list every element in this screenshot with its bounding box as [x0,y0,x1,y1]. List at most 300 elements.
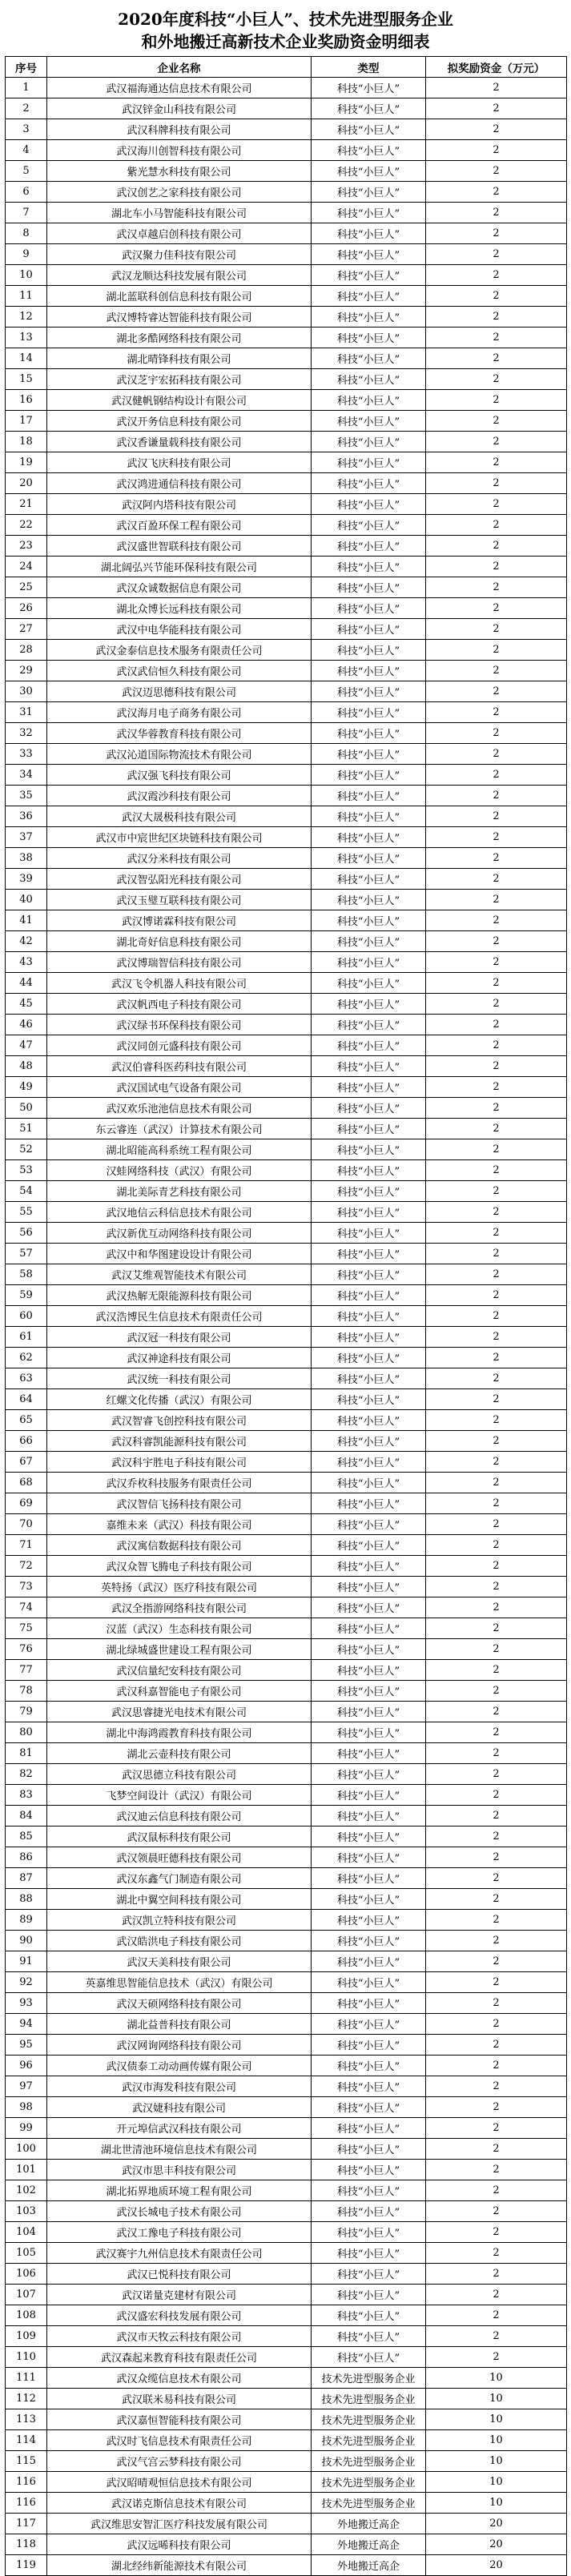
cell-type: 科技“小巨人” [312,1368,426,1389]
table-row [6,1368,567,1389]
cell-type: 科技“小巨人” [312,1160,426,1181]
cell-company: 武汉金泰信息技术服务有限责任公司 [47,640,312,661]
cell-index: 65 [6,1410,47,1431]
table-row [6,1556,567,1577]
table-row [6,161,567,182]
table-row [6,1868,567,1889]
cell-type: 科技“小巨人” [312,1473,426,1493]
cell-index: 40 [6,890,47,910]
cell-type: 科技“小巨人” [312,1389,426,1410]
cell-amount: 2 [426,848,567,869]
cell-amount: 2 [426,1597,567,1618]
cell-amount: 2 [426,1348,567,1368]
cell-index: 56 [6,1223,47,1244]
cell-amount: 2 [426,619,567,640]
cell-company: 武汉寓信数据科技有限公司 [47,1535,312,1556]
cell-company: 武汉气宫云梦科技有限公司 [47,2451,312,2472]
cell-amount: 2 [426,1889,567,1910]
cell-index: 10 [6,265,47,286]
cell-index: 81 [6,1743,47,1764]
cell-company: 武汉绿书环保科技有限公司 [47,1015,312,1035]
cell-company: 武汉福海通达信息技术有限公司 [47,78,312,98]
cell-company: 武汉维思安智汇医疗科技发展有限公司 [47,2514,312,2534]
cell-type: 科技“小巨人” [312,2097,426,2118]
cell-amount: 2 [426,557,567,577]
cell-index: 20 [6,473,47,494]
cell-company: 英嘉维思智能信息技术（武汉）有限公司 [47,1972,312,1993]
cell-index: 100 [6,2139,47,2160]
cell-index: 62 [6,1348,47,1368]
cell-company: 嘉维未来（武汉）科技有限公司 [47,1514,312,1535]
table-row [6,577,567,598]
cell-index: 49 [6,1077,47,1098]
cell-index: 34 [6,765,47,786]
table-row [6,1806,567,1827]
table-row [6,2264,567,2285]
table-row [6,1639,567,1660]
cell-index: 102 [6,2180,47,2201]
cell-type: 科技“小巨人” [312,744,426,765]
cell-index: 112 [6,2389,47,2409]
cell-index: 87 [6,1868,47,1889]
table-row [6,1035,567,1056]
cell-amount: 2 [426,348,567,369]
cell-amount: 2 [426,494,567,515]
cell-amount: 10 [426,2493,567,2514]
cell-type: 科技“小巨人” [312,1764,426,1785]
cell-company: 湖北车小马智能科技有限公司 [47,203,312,223]
cell-company: 武汉思德立科技有限公司 [47,1764,312,1785]
table-row [6,2139,567,2160]
cell-index: 4 [6,140,47,161]
cell-index: 92 [6,1972,47,1993]
cell-amount: 2 [426,1827,567,1847]
cell-company: 武汉飞令机器人科技有限公司 [47,973,312,994]
cell-index: 105 [6,2243,47,2264]
cell-index: 47 [6,1035,47,1056]
cell-type: 科技“小巨人” [312,2243,426,2264]
cell-type: 科技“小巨人” [312,1327,426,1348]
cell-company: 武汉思睿捷光电技术有限公司 [47,1702,312,1722]
table-row [6,848,567,869]
cell-amount: 2 [426,1431,567,1452]
table-row [6,1410,567,1431]
cell-index: 24 [6,557,47,577]
cell-amount: 2 [426,2222,567,2243]
cell-company: 武汉科嘉智能电子有限公司 [47,1681,312,1702]
table-row [6,2347,567,2368]
table-row [6,952,567,973]
cell-company: 湖北晴锋科技有限公司 [47,348,312,369]
cell-index: 101 [6,2160,47,2180]
table-row [6,1389,567,1410]
cell-type: 科技“小巨人” [312,1931,426,1951]
cell-amount: 2 [426,1244,567,1264]
cell-index: 48 [6,1056,47,1077]
cell-amount: 2 [426,1951,567,1972]
cell-amount: 2 [426,515,567,536]
cell-amount: 2 [426,328,567,348]
cell-company: 武汉远晞科技有限公司 [47,2534,312,2555]
table-row [6,2409,567,2430]
cell-type: 外地搬迁高企 [312,2534,426,2555]
table-row [6,1264,567,1285]
cell-index: 89 [6,1910,47,1931]
table-row [6,2555,567,2576]
cell-company: 武汉众诚数据信息有限公司 [47,577,312,598]
cell-company: 武汉神途科技有限公司 [47,1348,312,1368]
cell-type: 科技“小巨人” [312,661,426,681]
cell-company: 武汉债泰工动动画传媒有限公司 [47,2056,312,2076]
cell-type: 科技“小巨人” [312,1847,426,1868]
table-row [6,1139,567,1160]
cell-amount: 10 [426,2389,567,2409]
cell-type: 科技“小巨人” [312,619,426,640]
cell-type: 科技“小巨人” [312,848,426,869]
cell-index: 71 [6,1535,47,1556]
cell-index: 68 [6,1473,47,1493]
cell-company: 武汉嘉恒智能科技有限公司 [47,2409,312,2430]
cell-amount: 2 [426,1056,567,1077]
cell-type: 科技“小巨人” [312,2201,426,2222]
cell-index: 103 [6,2201,47,2222]
table-row [6,244,567,265]
cell-amount: 2 [426,1618,567,1639]
cell-amount: 20 [426,2514,567,2534]
table-row [6,2368,567,2389]
cell-type: 科技“小巨人” [312,244,426,265]
cell-index: 15 [6,369,47,390]
table-row [6,557,567,577]
cell-type: 科技“小巨人” [312,1056,426,1077]
cell-company: 武汉地信云科信息技术有限公司 [47,1202,312,1223]
cell-index: 114 [6,2430,47,2451]
cell-type: 科技“小巨人” [312,494,426,515]
cell-index: 45 [6,994,47,1015]
table-row [6,806,567,827]
cell-company: 武汉创艺之家科技有限公司 [47,182,312,203]
cell-company: 湖北绿城盛世建设工程有限公司 [47,1639,312,1660]
table-row [6,369,567,390]
cell-amount: 2 [426,1285,567,1306]
table-row [6,2326,567,2347]
cell-type: 科技“小巨人” [312,2326,426,2347]
cell-company: 武汉乔枚科技服务有限责任公司 [47,1473,312,1493]
cell-amount: 2 [426,1160,567,1181]
table-row [6,1431,567,1452]
cell-amount: 2 [426,286,567,307]
cell-company: 武汉信量纪安科技有限公司 [47,1660,312,1681]
cell-type: 科技“小巨人” [312,390,426,411]
cell-index: 17 [6,411,47,432]
cell-type: 科技“小巨人” [312,1618,426,1639]
cell-company: 武汉帆西电子科技有限公司 [47,994,312,1015]
cell-company: 武汉全指游网络科技有限公司 [47,1597,312,1618]
table-row [6,1931,567,1951]
cell-index: 94 [6,2014,47,2035]
cell-index: 75 [6,1618,47,1639]
cell-amount: 2 [426,1910,567,1931]
cell-company: 武汉皓洪电子科技有限公司 [47,1931,312,1951]
cell-amount: 2 [426,390,567,411]
cell-type: 科技“小巨人” [312,973,426,994]
table-row [6,1951,567,1972]
cell-company: 湖北昭能高科系统工程有限公司 [47,1139,312,1160]
cell-type: 外地搬迁高企 [312,2555,426,2576]
cell-type: 科技“小巨人” [312,473,426,494]
cell-type: 科技“小巨人” [312,1223,426,1244]
table-row [6,515,567,536]
cell-type: 科技“小巨人” [312,1410,426,1431]
cell-amount: 2 [426,2201,567,2222]
cell-type: 科技“小巨人” [312,2285,426,2305]
cell-company: 武汉森起来教育科技有限责任公司 [47,2347,312,2368]
cell-type: 科技“小巨人” [312,827,426,848]
table-row [6,1535,567,1556]
cell-amount: 2 [426,1264,567,1285]
table-row [6,2514,567,2534]
cell-company: 武汉同创元盛科技有限公司 [47,1035,312,1056]
cell-company: 武汉卓越启创科技有限公司 [47,223,312,244]
cell-type: 科技“小巨人” [312,98,426,119]
cell-amount: 2 [426,744,567,765]
table-row [6,890,567,910]
cell-company: 湖北奇好信息科技有限公司 [47,931,312,952]
cell-company: 武汉伯睿科医药科技有限公司 [47,1056,312,1077]
cell-index: 76 [6,1639,47,1660]
cell-amount: 2 [426,2076,567,2097]
table-row [6,1889,567,1910]
cell-amount: 2 [426,1098,567,1119]
cell-company: 武汉开务信息科技有限公司 [47,411,312,432]
cell-type: 科技“小巨人” [312,1431,426,1452]
cell-type: 科技“小巨人” [312,1951,426,1972]
cell-company: 武汉香谦量载科技有限公司 [47,432,312,452]
table-row [6,598,567,619]
cell-type: 科技“小巨人” [312,2180,426,2201]
cell-type: 科技“小巨人” [312,1244,426,1264]
cell-type: 科技“小巨人” [312,1264,426,1285]
cell-amount: 2 [426,2326,567,2347]
table-row [6,140,567,161]
cell-amount: 2 [426,2347,567,2368]
table-row [6,744,567,765]
cell-type: 科技“小巨人” [312,806,426,827]
table-row [6,786,567,806]
cell-index: 12 [6,307,47,328]
cell-index: 31 [6,702,47,723]
cell-index: 116 [6,2472,47,2493]
cell-amount: 2 [426,78,567,98]
cell-type: 科技“小巨人” [312,1660,426,1681]
cell-type: 技术先进型服务企业 [312,2493,426,2514]
cell-type: 科技“小巨人” [312,1681,426,1702]
cell-index: 113 [6,2409,47,2430]
cell-type: 科技“小巨人” [312,681,426,702]
table-row [6,1577,567,1597]
column-header-amount: 拟奖励资金（万元） [426,57,567,78]
cell-type: 科技“小巨人” [312,1348,426,1368]
cell-index: 43 [6,952,47,973]
cell-type: 科技“小巨人” [312,286,426,307]
cell-amount: 2 [426,203,567,223]
cell-amount: 2 [426,161,567,182]
cell-index: 35 [6,786,47,806]
table-row [6,494,567,515]
cell-index: 66 [6,1431,47,1452]
cell-type: 科技“小巨人” [312,1993,426,2014]
table-row [6,348,567,369]
cell-index: 21 [6,494,47,515]
cell-type: 科技“小巨人” [312,1722,426,1743]
cell-type: 科技“小巨人” [312,1702,426,1722]
cell-index: 28 [6,640,47,661]
cell-amount: 2 [426,598,567,619]
cell-type: 技术先进型服务企业 [312,2389,426,2409]
cell-index: 58 [6,1264,47,1285]
cell-index: 19 [6,452,47,473]
cell-company: 武汉国试电气设备有限公司 [47,1077,312,1098]
cell-amount: 20 [426,2555,567,2576]
cell-index: 82 [6,1764,47,1785]
table-row [6,1077,567,1098]
cell-company: 湖北众博长远科技有限公司 [47,598,312,619]
cell-company: 武汉市天牧云科技有限公司 [47,2326,312,2347]
cell-index: 53 [6,1160,47,1181]
cell-company: 武汉阿内塔科技有限公司 [47,494,312,515]
cell-amount: 2 [426,2285,567,2305]
cell-type: 科技“小巨人” [312,723,426,744]
cell-amount: 2 [426,1119,567,1139]
cell-index: 74 [6,1597,47,1618]
cell-index: 9 [6,244,47,265]
cell-index: 98 [6,2097,47,2118]
cell-type: 科技“小巨人” [312,161,426,182]
table-row [6,1473,567,1493]
cell-company: 湖北经纬新能源技术有限公司 [47,2555,312,2576]
table-row [6,681,567,702]
cell-index: 3 [6,119,47,140]
cell-type: 科技“小巨人” [312,931,426,952]
table-row [6,1681,567,1702]
cell-amount: 2 [426,1847,567,1868]
column-header-index: 序号 [6,57,47,78]
cell-company: 武汉聚力佳科技有限公司 [47,244,312,265]
cell-amount: 2 [426,2180,567,2201]
cell-index: 86 [6,1847,47,1868]
cell-type: 科技“小巨人” [312,786,426,806]
cell-index: 59 [6,1285,47,1306]
cell-amount: 2 [426,1702,567,1722]
table-row [6,203,567,223]
table-row [6,1618,567,1639]
cell-company: 武汉众智飞腾电子科技有限公司 [47,1556,312,1577]
cell-type: 科技“小巨人” [312,1452,426,1473]
cell-amount: 2 [426,1681,567,1702]
table-row [6,2014,567,2035]
cell-type: 科技“小巨人” [312,1098,426,1119]
cell-type: 科技“小巨人” [312,869,426,890]
cell-type: 科技“小巨人” [312,411,426,432]
cell-type: 科技“小巨人” [312,557,426,577]
cell-index: 108 [6,2305,47,2326]
cell-company: 汉蓝（武汉）生态科技有限公司 [47,1618,312,1639]
cell-type: 外地搬迁高企 [312,2514,426,2534]
cell-amount: 2 [426,140,567,161]
cell-type: 科技“小巨人” [312,369,426,390]
cell-index: 32 [6,723,47,744]
cell-amount: 2 [426,1223,567,1244]
cell-amount: 2 [426,1993,567,2014]
cell-type: 科技“小巨人” [312,2347,426,2368]
table-row [6,2305,567,2326]
cell-company: 武汉诺克斯信息技术有限公司 [47,2493,312,2514]
cell-company: 武汉百盈环保工程有限公司 [47,515,312,536]
cell-amount: 2 [426,1077,567,1098]
cell-index: 110 [6,2347,47,2368]
cell-company: 武汉欢乐池池信息技术有限公司 [47,1098,312,1119]
cell-company: 湖北阔弘兴节能环保科技有限公司 [47,557,312,577]
cell-amount: 2 [426,1785,567,1806]
cell-amount: 2 [426,1368,567,1389]
cell-company: 武汉工豫电子科技有限公司 [47,2222,312,2243]
table-row [6,1098,567,1119]
cell-amount: 2 [426,806,567,827]
cell-amount: 2 [426,723,567,744]
table-row [6,827,567,848]
cell-company: 武汉迈思德科技有限公司 [47,681,312,702]
cell-index: 14 [6,348,47,369]
table-row [6,98,567,119]
cell-company: 武汉智弘阳光科技有限公司 [47,869,312,890]
cell-company: 紫光慧水科技有限公司 [47,161,312,182]
cell-index: 8 [6,223,47,244]
table-header-row [6,57,567,78]
cell-index: 106 [6,2264,47,2285]
cell-index: 26 [6,598,47,619]
cell-company: 武汉芝宇宏拓科技有限公司 [47,369,312,390]
cell-type: 科技“小巨人” [312,2222,426,2243]
cell-type: 科技“小巨人” [312,223,426,244]
column-header-type: 类型 [312,57,426,78]
table-row [6,765,567,786]
cell-index: 67 [6,1452,47,1473]
cell-company: 武汉沁道国际物流技术有限公司 [47,744,312,765]
cell-company: 武汉华蓉教育科技有限公司 [47,723,312,744]
cell-amount: 10 [426,2368,567,2389]
table-row [6,1285,567,1306]
cell-type: 技术先进型服务企业 [312,2472,426,2493]
cell-type: 科技“小巨人” [312,2056,426,2076]
cell-type: 科技“小巨人” [312,140,426,161]
cell-company: 武汉统一科技有限公司 [47,1368,312,1389]
cell-index: 25 [6,577,47,598]
cell-type: 科技“小巨人” [312,182,426,203]
cell-amount: 2 [426,1452,567,1473]
table-row [6,661,567,681]
cell-company: 东云睿连（武汉）计算技术有限公司 [47,1119,312,1139]
cell-index: 61 [6,1327,47,1348]
cell-company: 武汉时飞信息技术有限责任公司 [47,2430,312,2451]
cell-company: 武汉博诺霖科技有限公司 [47,910,312,931]
table-row [6,286,567,307]
table-row [6,1910,567,1931]
cell-type: 科技“小巨人” [312,2076,426,2097]
cell-index: 54 [6,1181,47,1202]
cell-company: 武汉智睿飞创控科技有限公司 [47,1410,312,1431]
cell-index: 96 [6,2056,47,2076]
cell-amount: 2 [426,1722,567,1743]
